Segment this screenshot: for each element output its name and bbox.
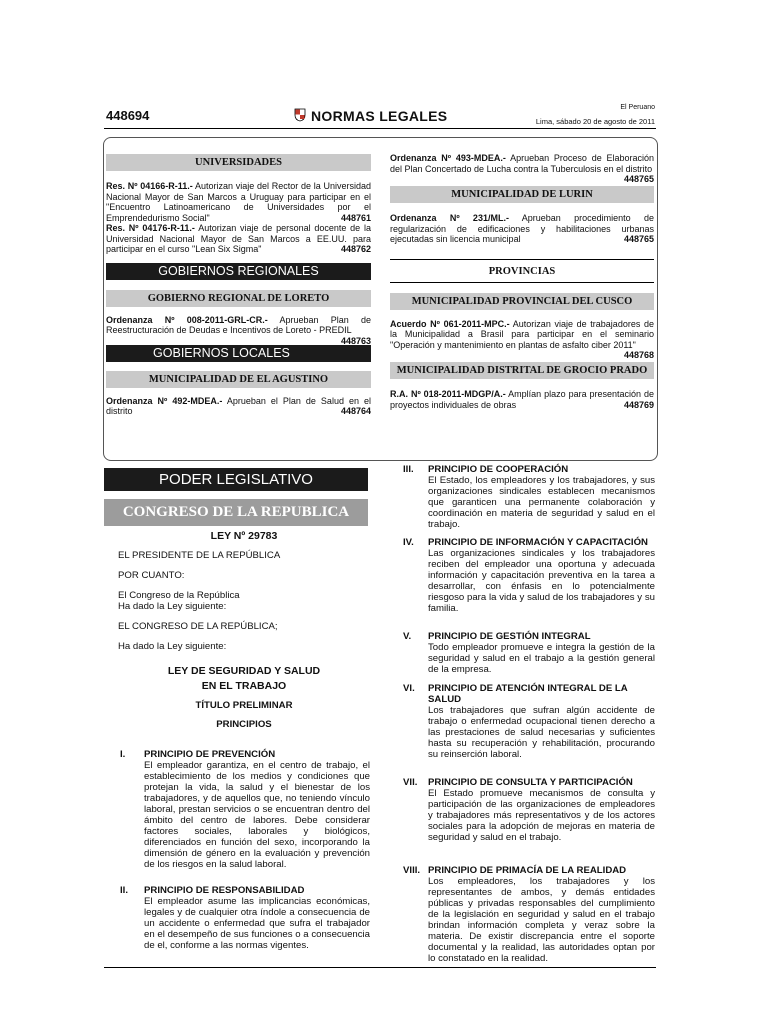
entry-description: Aprueban Proceso de Elaboración del Plan Concertado de Lucha contra la Tuberculosis en el distrito — [390, 153, 655, 174]
congreso-line-2: Ha dado la Ley siguiente: — [118, 601, 227, 612]
summary-right-column — [390, 153, 654, 410]
entry-page: 448765 — [623, 234, 654, 244]
principle-body: Los empleadores, los trabajadores y los representantes de ambos, y demás entidades públicas y privadas responsables del cumplimiento de la legislación en seguridad y salud en el trabajo brindan información completa y veraz sobre la materia. De existir discrepancia entre el soporte documental y la realidad, las autoridades optan por lo constatado en la realidad. — [428, 876, 655, 964]
principle-body: Los trabajadores que sufran algún accidente de trabajo o enfermedad ocupacional tienen derecho a las prestaciones de salud necesarias y suficientes hasta su recuperación y rehabilitación, procurando su reinserción laboral. — [428, 705, 655, 760]
entry-page: 448768 — [623, 350, 654, 360]
publication-date: Lima, sábado 20 de agosto de 2011 — [535, 117, 655, 126]
law-number: LEY Nº 29783 — [210, 530, 278, 542]
principle-block — [403, 631, 655, 675]
entry-description: Aprueban Plan de Reestructuración de Deudas e Incentivos de Loreto - PREDIL — [106, 314, 371, 335]
presidente-line: EL PRESIDENTE DE LA REPÚBLICA — [118, 550, 281, 561]
coat-of-arms-icon — [293, 108, 307, 122]
principle-block — [403, 777, 655, 843]
principle-block — [403, 865, 655, 964]
summary-entry[interactable] — [106, 396, 371, 417]
entry-page: 448769 — [623, 399, 654, 410]
entry-code: Ordenanza Nº 493-MDEA.- — [390, 153, 506, 163]
principle-title: PRINCIPIO DE CONSULTA Y PARTICIPACIÓN — [428, 777, 633, 788]
law-title-2: EN EL TRABAJO — [201, 680, 287, 692]
entry-page: 448764 — [340, 406, 371, 416]
entry-code: Res. Nº 04166-R-11.- — [106, 181, 193, 191]
principle-body: Todo empleador promueve e integra la gestión de la seguridad y salud en el trabajo a la gestión general de la empresa. — [428, 642, 655, 675]
subheading-el-agustino: MUNICIPALIDAD DE EL AGUSTINO — [106, 371, 371, 388]
principle-number: III. — [403, 464, 414, 475]
principle-number: VI. — [403, 683, 415, 694]
principle-block — [120, 749, 370, 870]
principle-title: PRINCIPIO DE COOPERACIÓN — [428, 464, 569, 475]
law-preamble — [118, 531, 370, 730]
entry-description: Amplían plazo para presentación de proyectos individuales de obras — [390, 389, 654, 410]
entry-description: Autorizan viaje de trabajadores de la Municipalidad a Brasil para participar en el seminario "Operación y mantenimiento en plantas de asfalto ciber 2011" — [390, 318, 654, 350]
principle-title: PRINCIPIO DE ATENCIÓN INTEGRAL DE LA SALUD — [428, 683, 628, 705]
entry-code: Ordenanza Nº 231/ML.- — [390, 213, 509, 223]
principle-number: VII. — [403, 777, 418, 788]
publication-name: El Peruano — [620, 104, 655, 111]
section-heading-gobiernos-regionales: GOBIERNOS REGIONALES — [106, 263, 371, 280]
divider — [390, 259, 654, 260]
law-title-1: LEY DE SEGURIDAD Y SALUD — [167, 665, 321, 677]
principle-body: El empleador asume las implicancias económicas, legales y de cualquier otra índole a consecuencia de un accidente o enfermedad que sufra el trabajador en el desempeño de sus funciones o a consecuencia de el, conforme a las normas vigentes. — [144, 896, 370, 951]
header-divider — [104, 128, 656, 129]
por-cuanto: POR CUANTO: — [118, 570, 185, 581]
summary-entry[interactable] — [106, 223, 371, 255]
congreso-line-1: El Congreso de la República — [118, 590, 240, 601]
entry-code: Ordenanza Nº 008-2011-GRL-CR.- — [106, 314, 268, 325]
el-congreso: EL CONGRESO DE LA REPÚBLICA; — [118, 621, 278, 632]
subheading-lurin: MUNICIPALIDAD DE LURIN — [390, 186, 654, 203]
entry-code: Acuerdo Nº 061-2011-MPC.- — [390, 318, 510, 329]
entry-page: 448761 — [340, 212, 371, 223]
principle-title: PRINCIPIO DE GESTIÓN INTEGRAL — [428, 631, 591, 642]
poder-legislativo-banner: PODER LEGISLATIVO — [104, 468, 368, 491]
entry-description: Aprueban procedimiento de regularización de edificaciones y habilitaciones urbanas ejecutadas sin licencia municipal — [390, 213, 654, 244]
principle-title: PRINCIPIO DE INFORMACIÓN Y CAPACITACIÓN — [428, 537, 648, 548]
principle-block — [120, 885, 370, 951]
entry-code: R.A. Nº 018-2011-MDGP/A.- — [390, 389, 506, 399]
principle-number: II. — [120, 885, 128, 896]
principle-title: PRINCIPIO DE RESPONSABILIDAD — [144, 885, 305, 896]
entry-description: Aprueban el Plan de Salud en el distrito — [106, 395, 371, 416]
principle-body: Las organizaciones sindicales y los trabajadores reciben del empleador una oportuna y adecuada información y capacitación preventiva en la tarea a desarrollar, con énfasis en lo potencialmente riesgoso para la vida y salud de los trabajadores y su familia. — [428, 548, 655, 614]
titulo-preliminar: TÍTULO PRELIMINAR — [195, 700, 293, 711]
principle-number: VIII. — [403, 865, 421, 876]
principle-body: El Estado promueve mecanismos de consulta y participación de las organizaciones de empleadores y trabajadores más representativos y de los actores sociales para la adopción de mejoras en materia de seguridad y salud en el trabajo. — [428, 788, 655, 843]
summary-entry[interactable] — [390, 213, 654, 245]
summary-entry[interactable] — [106, 181, 371, 223]
entry-code: Ordenanza Nº 492-MDEA.- — [106, 395, 223, 406]
entry-code: Res. Nº 04176-R-11.- — [106, 223, 195, 233]
entry-description: Autorizan viaje de personal docente de la Universidad Nacional Mayor de San Marcos a EE.UU. para participar en el curso "Lean Six Sigma" — [106, 223, 371, 254]
summary-left-column — [106, 154, 371, 417]
entry-page: 448765 — [623, 174, 654, 184]
principle-body: El Estado, los empleadores y los trabajadores, y sus organizaciones sindicales establecen mecanismos que garanticen una permanente colaboración y coordinación en materia de seguridad y salud en el trabajo. — [428, 475, 655, 530]
publication-title: NORMAS LEGALES — [311, 108, 448, 124]
footer-divider — [104, 967, 656, 968]
subheading-cusco: MUNICIPALIDAD PROVINCIAL DEL CUSCO — [390, 293, 654, 310]
congreso-banner: CONGRESO DE LA REPUBLICA — [104, 499, 368, 526]
ha-dado: Ha dado la Ley siguiente: — [118, 641, 227, 652]
principle-block — [403, 464, 655, 530]
entry-description: Autorizan viaje del Rector de la Universidad Nacional Mayor de San Marcos a Uruguay para participar en el "Encuentro Latinoamericano de Universidades por el Emprendedurismo Social" — [106, 181, 371, 223]
summary-entry[interactable] — [390, 318, 654, 360]
section-heading-provincias: PROVINCIAS — [488, 265, 556, 277]
section-heading-universidades: UNIVERSIDADES — [106, 154, 371, 171]
principle-number: IV. — [403, 537, 414, 548]
section-heading-gobiernos-locales: GOBIERNOS LOCALES — [106, 345, 371, 362]
entry-page: 448763 — [340, 335, 371, 346]
summary-entry[interactable] — [390, 153, 655, 184]
principle-body: El empleador garantiza, en el centro de trabajo, el establecimiento de los medios y condiciones que protejan la vida, la salud y el bienestar de los trabajadores, y de aquellos que, no teniendo vínculo laboral, prestan servicios o se encuentran dentro del ámbito del centro de labores. Debe considerar factores sociales, laborales y biológicos, diferenciados en función del sexo, incorporando la dimensión de género en la evaluación y prevención de los riesgos en la salud laboral. — [144, 760, 370, 870]
subheading-loreto: GOBIERNO REGIONAL DE LORETO — [106, 290, 371, 307]
subheading-grocio-prado: MUNICIPALIDAD DISTRITAL DE GROCIO PRADO — [390, 362, 654, 379]
entry-page: 448762 — [340, 244, 371, 254]
page-number: 448694 — [106, 108, 150, 123]
principle-number: I. — [120, 749, 126, 760]
summary-entry[interactable] — [106, 314, 371, 346]
principle-title: PRINCIPIO DE PREVENCIÓN — [144, 749, 276, 760]
principle-number: V. — [403, 631, 412, 642]
principle-block — [403, 683, 655, 760]
principle-title: PRINCIPIO DE PRIMACÍA DE LA REALIDAD — [428, 865, 627, 876]
divider — [390, 282, 654, 283]
principios-heading: PRINCIPIOS — [216, 719, 272, 730]
principle-block — [403, 537, 655, 614]
summary-entry[interactable] — [390, 389, 654, 410]
